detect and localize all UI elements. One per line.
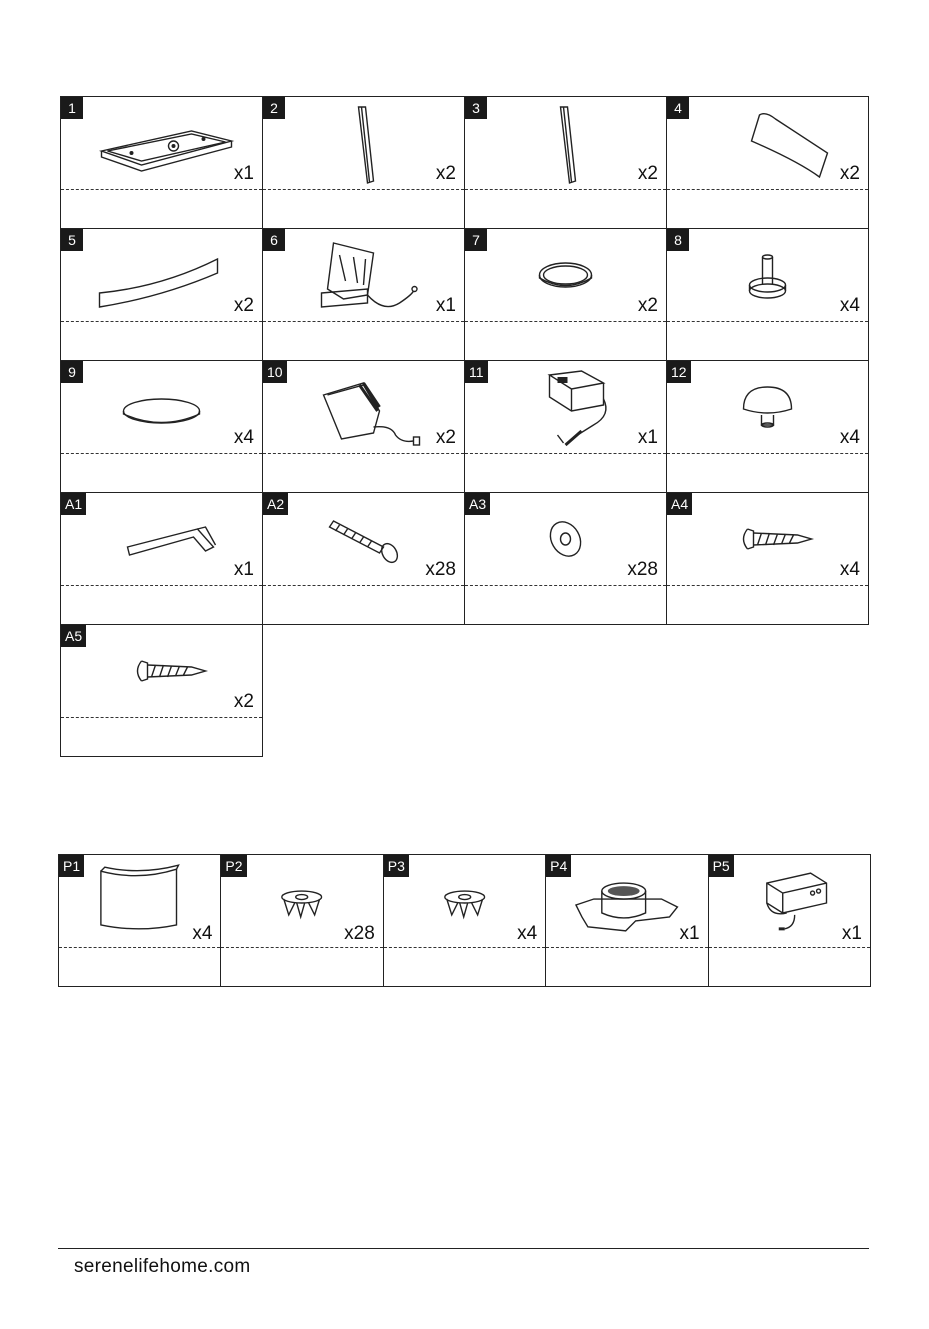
part-quantity: x2 — [637, 163, 658, 184]
curved-plate-icon — [79, 859, 200, 945]
part-quantity: x4 — [839, 427, 860, 448]
washer-icon — [485, 497, 646, 583]
curved-panel-icon — [687, 101, 848, 187]
part-cell — [263, 493, 465, 625]
part-cell — [263, 97, 465, 229]
part-cell — [59, 855, 221, 987]
part-cell — [546, 855, 708, 987]
part-quantity: x2 — [233, 691, 254, 712]
dashed-divider — [667, 189, 868, 190]
part-cell — [465, 493, 667, 625]
power-adapter-icon — [485, 365, 646, 451]
part-number-label: A1 — [61, 493, 86, 515]
part-cell — [61, 229, 263, 361]
light-housing-icon — [283, 365, 444, 451]
dashed-divider — [465, 585, 666, 586]
dashed-divider — [59, 947, 220, 948]
part-cell — [61, 97, 263, 229]
part-cell — [61, 625, 263, 757]
dashed-divider — [709, 947, 870, 948]
footer-website: serenelifehome.com — [74, 1256, 251, 1277]
part-cell — [667, 361, 869, 493]
part-cell — [61, 361, 263, 493]
part-number-label: 2 — [263, 97, 285, 119]
dashed-divider — [61, 717, 262, 718]
part-cell — [384, 855, 546, 987]
dashed-divider — [263, 585, 464, 586]
part-number-label: 1 — [61, 97, 83, 119]
dashed-divider — [61, 453, 262, 454]
dashed-divider — [61, 189, 262, 190]
screw-icon — [687, 497, 848, 583]
part-quantity: x28 — [627, 559, 658, 580]
part-cell — [61, 493, 263, 625]
part-cell — [263, 229, 465, 361]
part-cell — [221, 855, 383, 987]
part-number-label: 4 — [667, 97, 689, 119]
part-quantity: x2 — [435, 163, 456, 184]
control-bracket-icon — [283, 233, 444, 319]
allen-key-icon — [81, 497, 242, 583]
part-number-label: P2 — [221, 855, 246, 877]
part-number-label: 10 — [263, 361, 287, 383]
part-quantity: x1 — [233, 559, 254, 580]
base-frame-icon — [81, 101, 242, 187]
part-quantity: x2 — [233, 295, 254, 316]
dashed-divider — [667, 321, 868, 322]
flat-strip-icon — [81, 233, 242, 319]
part-quantity: x1 — [679, 923, 700, 944]
dashed-divider — [465, 453, 666, 454]
part-quantity: x2 — [839, 163, 860, 184]
part-cell — [465, 97, 667, 229]
screw-icon — [81, 629, 242, 715]
part-quantity: x2 — [435, 427, 456, 448]
part-quantity: x1 — [841, 923, 862, 944]
part-number-label: P5 — [709, 855, 734, 877]
part-number-label: P4 — [546, 855, 571, 877]
parts-grid — [60, 96, 869, 757]
part-cell — [465, 361, 667, 493]
dashed-divider — [465, 189, 666, 190]
part-cell — [667, 229, 869, 361]
part-quantity: x28 — [344, 923, 375, 944]
part-quantity: x4 — [192, 923, 213, 944]
disc-pad-icon — [81, 365, 242, 451]
anchor-insert-icon — [404, 859, 525, 945]
control-box-icon — [729, 859, 850, 945]
part-cell — [667, 97, 869, 229]
mushroom-foot-icon — [687, 365, 848, 451]
part-number-label: 9 — [61, 361, 83, 383]
leg-bar-icon — [283, 101, 444, 187]
part-quantity: x28 — [425, 559, 456, 580]
part-quantity: x4 — [517, 923, 538, 944]
part-number-label: 11 — [465, 361, 488, 383]
part-quantity: x4 — [839, 559, 860, 580]
part-number-label: 12 — [667, 361, 691, 383]
foot-knob-icon — [687, 233, 848, 319]
part-number-label: 6 — [263, 229, 285, 251]
dashed-divider — [667, 585, 868, 586]
dashed-divider — [61, 585, 262, 586]
ring-icon — [485, 233, 646, 319]
part-cell — [465, 229, 667, 361]
part-cell — [709, 855, 871, 987]
dashed-divider — [221, 947, 382, 948]
dashed-divider — [667, 453, 868, 454]
dashed-divider — [465, 321, 666, 322]
part-quantity: x1 — [637, 427, 658, 448]
part-quantity: x4 — [233, 427, 254, 448]
part-number-label: A5 — [61, 625, 86, 647]
part-number-label: 8 — [667, 229, 689, 251]
dashed-divider — [384, 947, 545, 948]
part-number-label: A2 — [263, 493, 288, 515]
dashed-divider — [263, 189, 464, 190]
part-quantity: x1 — [435, 295, 456, 316]
part-quantity: x2 — [637, 295, 658, 316]
preinstalled-parts-grid — [58, 854, 871, 987]
bolt-icon — [283, 497, 444, 583]
dashed-divider — [546, 947, 707, 948]
part-cell — [263, 361, 465, 493]
fan-motor-icon — [566, 859, 687, 945]
part-cell — [667, 493, 869, 625]
part-number-label: P3 — [384, 855, 409, 877]
part-quantity: x1 — [233, 163, 254, 184]
leg-bar-icon — [485, 101, 646, 187]
dashed-divider — [61, 321, 262, 322]
dashed-divider — [263, 321, 464, 322]
part-number-label: 3 — [465, 97, 487, 119]
part-number-label: P1 — [59, 855, 84, 877]
part-number-label: 5 — [61, 229, 83, 251]
dashed-divider — [263, 453, 464, 454]
footer-divider — [58, 1248, 869, 1249]
part-number-label: A4 — [667, 493, 692, 515]
part-quantity: x4 — [839, 295, 860, 316]
part-number-label: 7 — [465, 229, 487, 251]
part-number-label: A3 — [465, 493, 490, 515]
